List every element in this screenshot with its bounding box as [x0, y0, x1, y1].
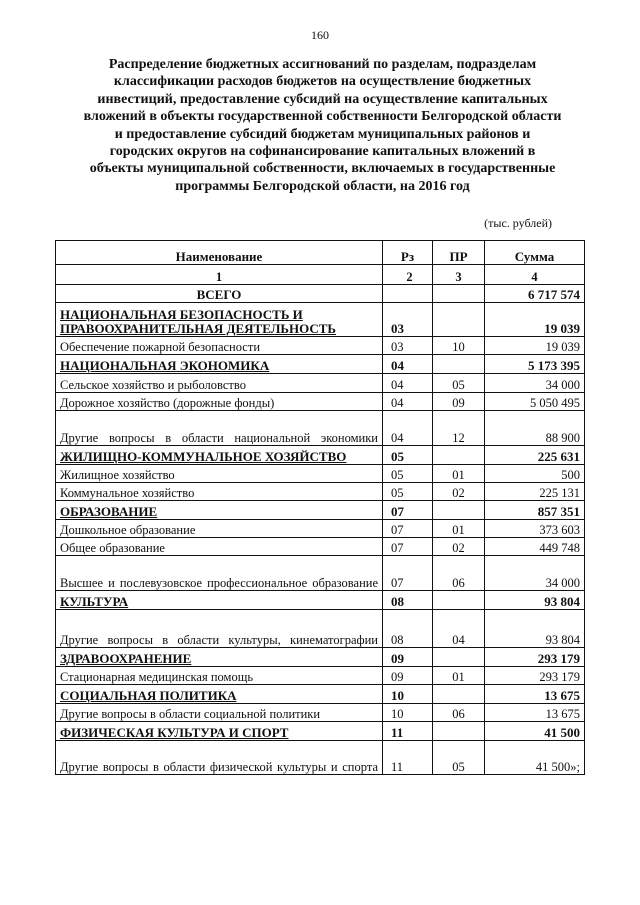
row-name: Другие вопросы в области физической культуры и спорта: [56, 741, 383, 775]
row-name: Жилищное хозяйство: [56, 465, 383, 483]
row-rz: 04: [383, 355, 433, 374]
row-sum: 293 179: [485, 667, 585, 685]
row-sum: 41 500: [485, 722, 585, 741]
row-sum: 449 748: [485, 538, 585, 556]
row-sum: 293 179: [485, 648, 585, 667]
row-sum: 857 351: [485, 501, 585, 520]
row-rz: 05: [383, 465, 433, 483]
title-line: и предоставление субсидий бюджетам муниципальных районов и: [114, 126, 531, 142]
row-sum: 19 039: [485, 337, 585, 355]
header-sum: Сумма: [485, 241, 585, 265]
row-sum: 5 050 495: [485, 393, 585, 411]
row-sum: 373 603: [485, 520, 585, 538]
units-label: (тыс. рублей): [484, 216, 552, 230]
document-title: [60, 56, 585, 195]
row-pr: 04: [433, 610, 485, 648]
row-rz: 08: [383, 610, 433, 648]
row-pr: 10: [433, 337, 485, 355]
row-pr: 02: [433, 483, 485, 501]
row-rz: 11: [383, 741, 433, 775]
row-name: СОЦИАЛЬНАЯ ПОЛИТИКА: [56, 685, 383, 704]
row-rz: 09: [383, 667, 433, 685]
colnum-name: 1: [56, 265, 383, 285]
total-row: [56, 285, 585, 303]
row-sum: 19 039: [485, 303, 585, 337]
row-name: КУЛЬТУРА: [56, 591, 383, 610]
row-pr: 12: [433, 411, 485, 446]
header-rz: Рз: [383, 241, 433, 265]
row-rz: 09: [383, 648, 433, 667]
total-label: ВСЕГО: [56, 285, 383, 303]
row-name: ЖИЛИЩНО-КОММУНАЛЬНОЕ ХОЗЯЙСТВО: [56, 446, 383, 465]
row-pr: [433, 446, 485, 465]
row-pr: [433, 591, 485, 610]
row-pr: [433, 685, 485, 704]
row-pr: [433, 303, 485, 337]
title-line: вложений в объекты государственной собственности Белгородской области: [83, 109, 562, 125]
item-row: [56, 556, 585, 591]
row-name: Дошкольное образование: [56, 520, 383, 538]
row-sum: 93 804: [485, 591, 585, 610]
title-line: городских округов на софинансирование капитальных вложений в: [109, 144, 536, 160]
row-sum: 225 131: [485, 483, 585, 501]
row-pr: 05: [433, 741, 485, 775]
column-numbers-row: [56, 265, 585, 285]
row-pr: 01: [433, 667, 485, 685]
item-row: [56, 704, 585, 722]
row-rz: 03: [383, 303, 433, 337]
row-name: Дорожное хозяйство (дорожные фонды): [56, 393, 383, 411]
row-rz: 10: [383, 685, 433, 704]
item-row: [56, 465, 585, 483]
row-name: Сельское хозяйство и рыболовство: [56, 374, 383, 393]
section-row: [56, 501, 585, 520]
row-name: ЗДРАВООХРАНЕНИЕ: [56, 648, 383, 667]
row-name: ФИЗИЧЕСКАЯ КУЛЬТУРА И СПОРТ: [56, 722, 383, 741]
row-rz: 04: [383, 411, 433, 446]
row-rz: 04: [383, 374, 433, 393]
row-name: Другие вопросы в области национальной экономики: [56, 411, 383, 446]
row-pr: [433, 355, 485, 374]
row-pr: 09: [433, 393, 485, 411]
item-row: [56, 337, 585, 355]
row-pr: [433, 648, 485, 667]
row-rz: 07: [383, 520, 433, 538]
row-sum: 34 000: [485, 374, 585, 393]
row-pr: [433, 722, 485, 741]
section-row: [56, 648, 585, 667]
row-pr: 05: [433, 374, 485, 393]
row-sum: 5 173 395: [485, 355, 585, 374]
item-row: [56, 667, 585, 685]
row-rz: 07: [383, 501, 433, 520]
row-name: Высшее и послевузовское профессиональное образование: [56, 556, 383, 591]
row-pr: 06: [433, 556, 485, 591]
section-row: [56, 591, 585, 610]
row-rz: 04: [383, 393, 433, 411]
row-name: Обеспечение пожарной безопасности: [56, 337, 383, 355]
budget-table: [55, 240, 585, 775]
row-name: Другие вопросы в области социальной политики: [56, 704, 383, 722]
item-row: [56, 520, 585, 538]
row-name: НАЦИОНАЛЬНАЯ БЕЗОПАСНОСТЬ И ПРАВООХРАНИТЕЛЬНАЯ ДЕЯТЕЛЬНОСТЬ: [56, 303, 383, 337]
row-pr: 06: [433, 704, 485, 722]
section-row: [56, 303, 585, 337]
row-pr: 01: [433, 465, 485, 483]
row-sum: 41 500»;: [485, 741, 585, 775]
row-rz: 11: [383, 722, 433, 741]
total-rz: [383, 285, 433, 303]
header-name: Наименование: [56, 241, 383, 265]
item-row: [56, 393, 585, 411]
row-rz: 05: [383, 446, 433, 465]
row-sum: 500: [485, 465, 585, 483]
row-name: Стационарная медицинская помощь: [56, 667, 383, 685]
row-rz: 08: [383, 591, 433, 610]
row-name: НАЦИОНАЛЬНАЯ ЭКОНОМИКА: [56, 355, 383, 374]
header-row: [56, 241, 585, 265]
row-sum: 225 631: [485, 446, 585, 465]
colnum-pr: 3: [433, 265, 485, 285]
title-line: классификации расходов бюджетов на осуществление бюджетных: [113, 74, 532, 90]
row-rz: 07: [383, 556, 433, 591]
title-line: объекты муниципальной собственности, включаемых в государственные: [89, 161, 556, 177]
section-row: [56, 722, 585, 741]
title-line: инвестиций, предоставление субсидий на осуществление капитальных: [97, 91, 548, 107]
title-line: программы Белгородской области, на 2016 год: [175, 178, 470, 194]
row-name: ОБРАЗОВАНИЕ: [56, 501, 383, 520]
item-row: [56, 411, 585, 446]
row-pr: [433, 501, 485, 520]
page-number: 160: [311, 28, 329, 42]
title-line: Распределение бюджетных ассигнований по разделам, подразделам: [108, 57, 537, 72]
row-sum: 13 675: [485, 685, 585, 704]
row-rz: 03: [383, 337, 433, 355]
row-sum: 13 675: [485, 704, 585, 722]
colnum-rz: 2: [383, 265, 433, 285]
item-row: [56, 483, 585, 501]
item-row: [56, 741, 585, 775]
item-row: [56, 538, 585, 556]
row-sum: 93 804: [485, 610, 585, 648]
section-row: [56, 685, 585, 704]
colnum-sum: 4: [485, 265, 585, 285]
total-pr: [433, 285, 485, 303]
section-row: [56, 355, 585, 374]
section-row: [56, 446, 585, 465]
item-row: [56, 610, 585, 648]
row-rz: 07: [383, 538, 433, 556]
row-name: Другие вопросы в области культуры, кинематографии: [56, 610, 383, 648]
row-name: Общее образование: [56, 538, 383, 556]
row-name: Коммунальное хозяйство: [56, 483, 383, 501]
item-row: [56, 374, 585, 393]
total-sum: 6 717 574: [485, 285, 585, 303]
row-sum: 34 000: [485, 556, 585, 591]
row-pr: 01: [433, 520, 485, 538]
row-pr: 02: [433, 538, 485, 556]
row-sum: 88 900: [485, 411, 585, 446]
header-pr: ПР: [433, 241, 485, 265]
row-rz: 10: [383, 704, 433, 722]
row-rz: 05: [383, 483, 433, 501]
